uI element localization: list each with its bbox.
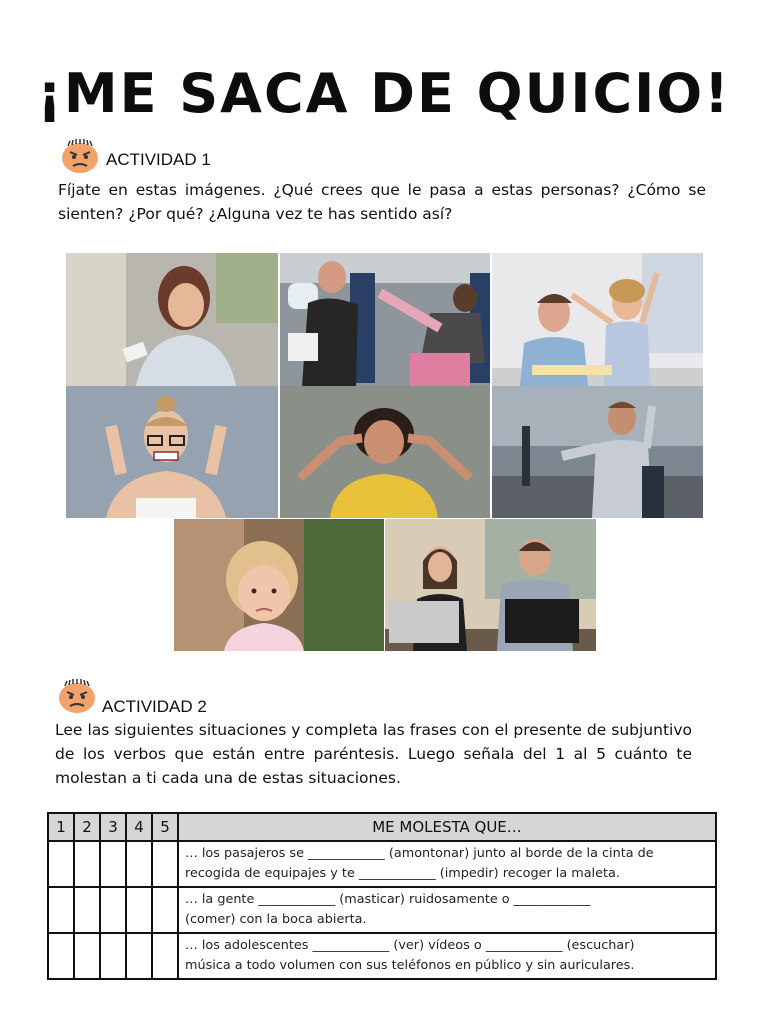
- activity-2-label: ACTIVIDAD 2: [102, 697, 207, 716]
- scale-1-header: 1: [48, 813, 74, 841]
- angry-face-icon: [60, 138, 100, 174]
- situation-line: … los pasajeros se ____________ (amontonar) junto al borde de la cinta de: [185, 846, 654, 861]
- scale-5-header: 5: [152, 813, 178, 841]
- scale-3-header: 3: [100, 813, 126, 841]
- rating-cell-3[interactable]: [100, 933, 126, 979]
- situation-text: [178, 887, 716, 933]
- photo-woman-screaming: [66, 386, 278, 518]
- rating-cell-4[interactable]: [126, 841, 152, 887]
- rating-table: [47, 812, 717, 980]
- situation-line: … los adolescentes ____________ (ver) vídeos o ____________ (escuchar): [185, 938, 635, 953]
- activity-1-label: ACTIVIDAD 1: [106, 150, 211, 169]
- table-row: [48, 933, 716, 979]
- situation-text: [178, 841, 716, 887]
- rating-cell-4[interactable]: [126, 887, 152, 933]
- scale-4-header: 4: [126, 813, 152, 841]
- table-row: [48, 887, 716, 933]
- rating-cell-4[interactable]: [126, 933, 152, 979]
- angry-face-icon: [57, 678, 97, 714]
- rating-cell-5[interactable]: [152, 933, 178, 979]
- photo-pouting-girl: [174, 519, 384, 651]
- situation-line: … la gente ____________ (masticar) ruidosamente o ____________: [185, 892, 591, 907]
- rating-cell-2[interactable]: [74, 841, 100, 887]
- photo-airplane-kick: [280, 253, 490, 386]
- activity-1-instructions: Fíjate en estas imágenes. ¿Qué crees que le pasa a estas personas? ¿Cómo se sienten? ¿Por qué? ¿Alguna vez te has sentido así?: [58, 181, 706, 223]
- situation-line: recogida de equipajes y te ____________ (impedir) recoger la maleta.: [185, 866, 620, 881]
- photo-woman-phone: [66, 253, 278, 386]
- photo-woman-covering-ears: [280, 386, 490, 518]
- table-header-row: [48, 813, 716, 841]
- situation-text: [178, 933, 716, 979]
- rating-cell-2[interactable]: [74, 887, 100, 933]
- rating-cell-5[interactable]: [152, 841, 178, 887]
- rating-cell-1[interactable]: [48, 887, 74, 933]
- rating-cell-3[interactable]: [100, 841, 126, 887]
- situation-line: (comer) con la boca abierta.: [185, 912, 367, 927]
- activity-2-instructions: Lee las siguientes situaciones y completa las frases con el presente de subjuntivo de los verbos que están entre paréntesis. Luego señala del 1 al 5 cuánto te molestan a ti cada una de estas situaciones.: [55, 721, 692, 787]
- photo-man-phone-call: [492, 386, 703, 518]
- table-row: [48, 841, 716, 887]
- rating-cell-3[interactable]: [100, 887, 126, 933]
- rating-cell-1[interactable]: [48, 933, 74, 979]
- photo-office-coworkers: [385, 519, 596, 651]
- situation-line: música a todo volumen con sus teléfonos en público y sin auriculares.: [185, 958, 635, 973]
- rating-cell-1[interactable]: [48, 841, 74, 887]
- page-title: ¡ME SACA DE QUICIO!: [37, 62, 731, 125]
- rating-cell-2[interactable]: [74, 933, 100, 979]
- photo-child-pulling-hair: [492, 253, 703, 386]
- rating-cell-5[interactable]: [152, 887, 178, 933]
- scale-2-header: 2: [74, 813, 100, 841]
- situation-header: ME MOLESTA QUE…: [178, 813, 716, 841]
